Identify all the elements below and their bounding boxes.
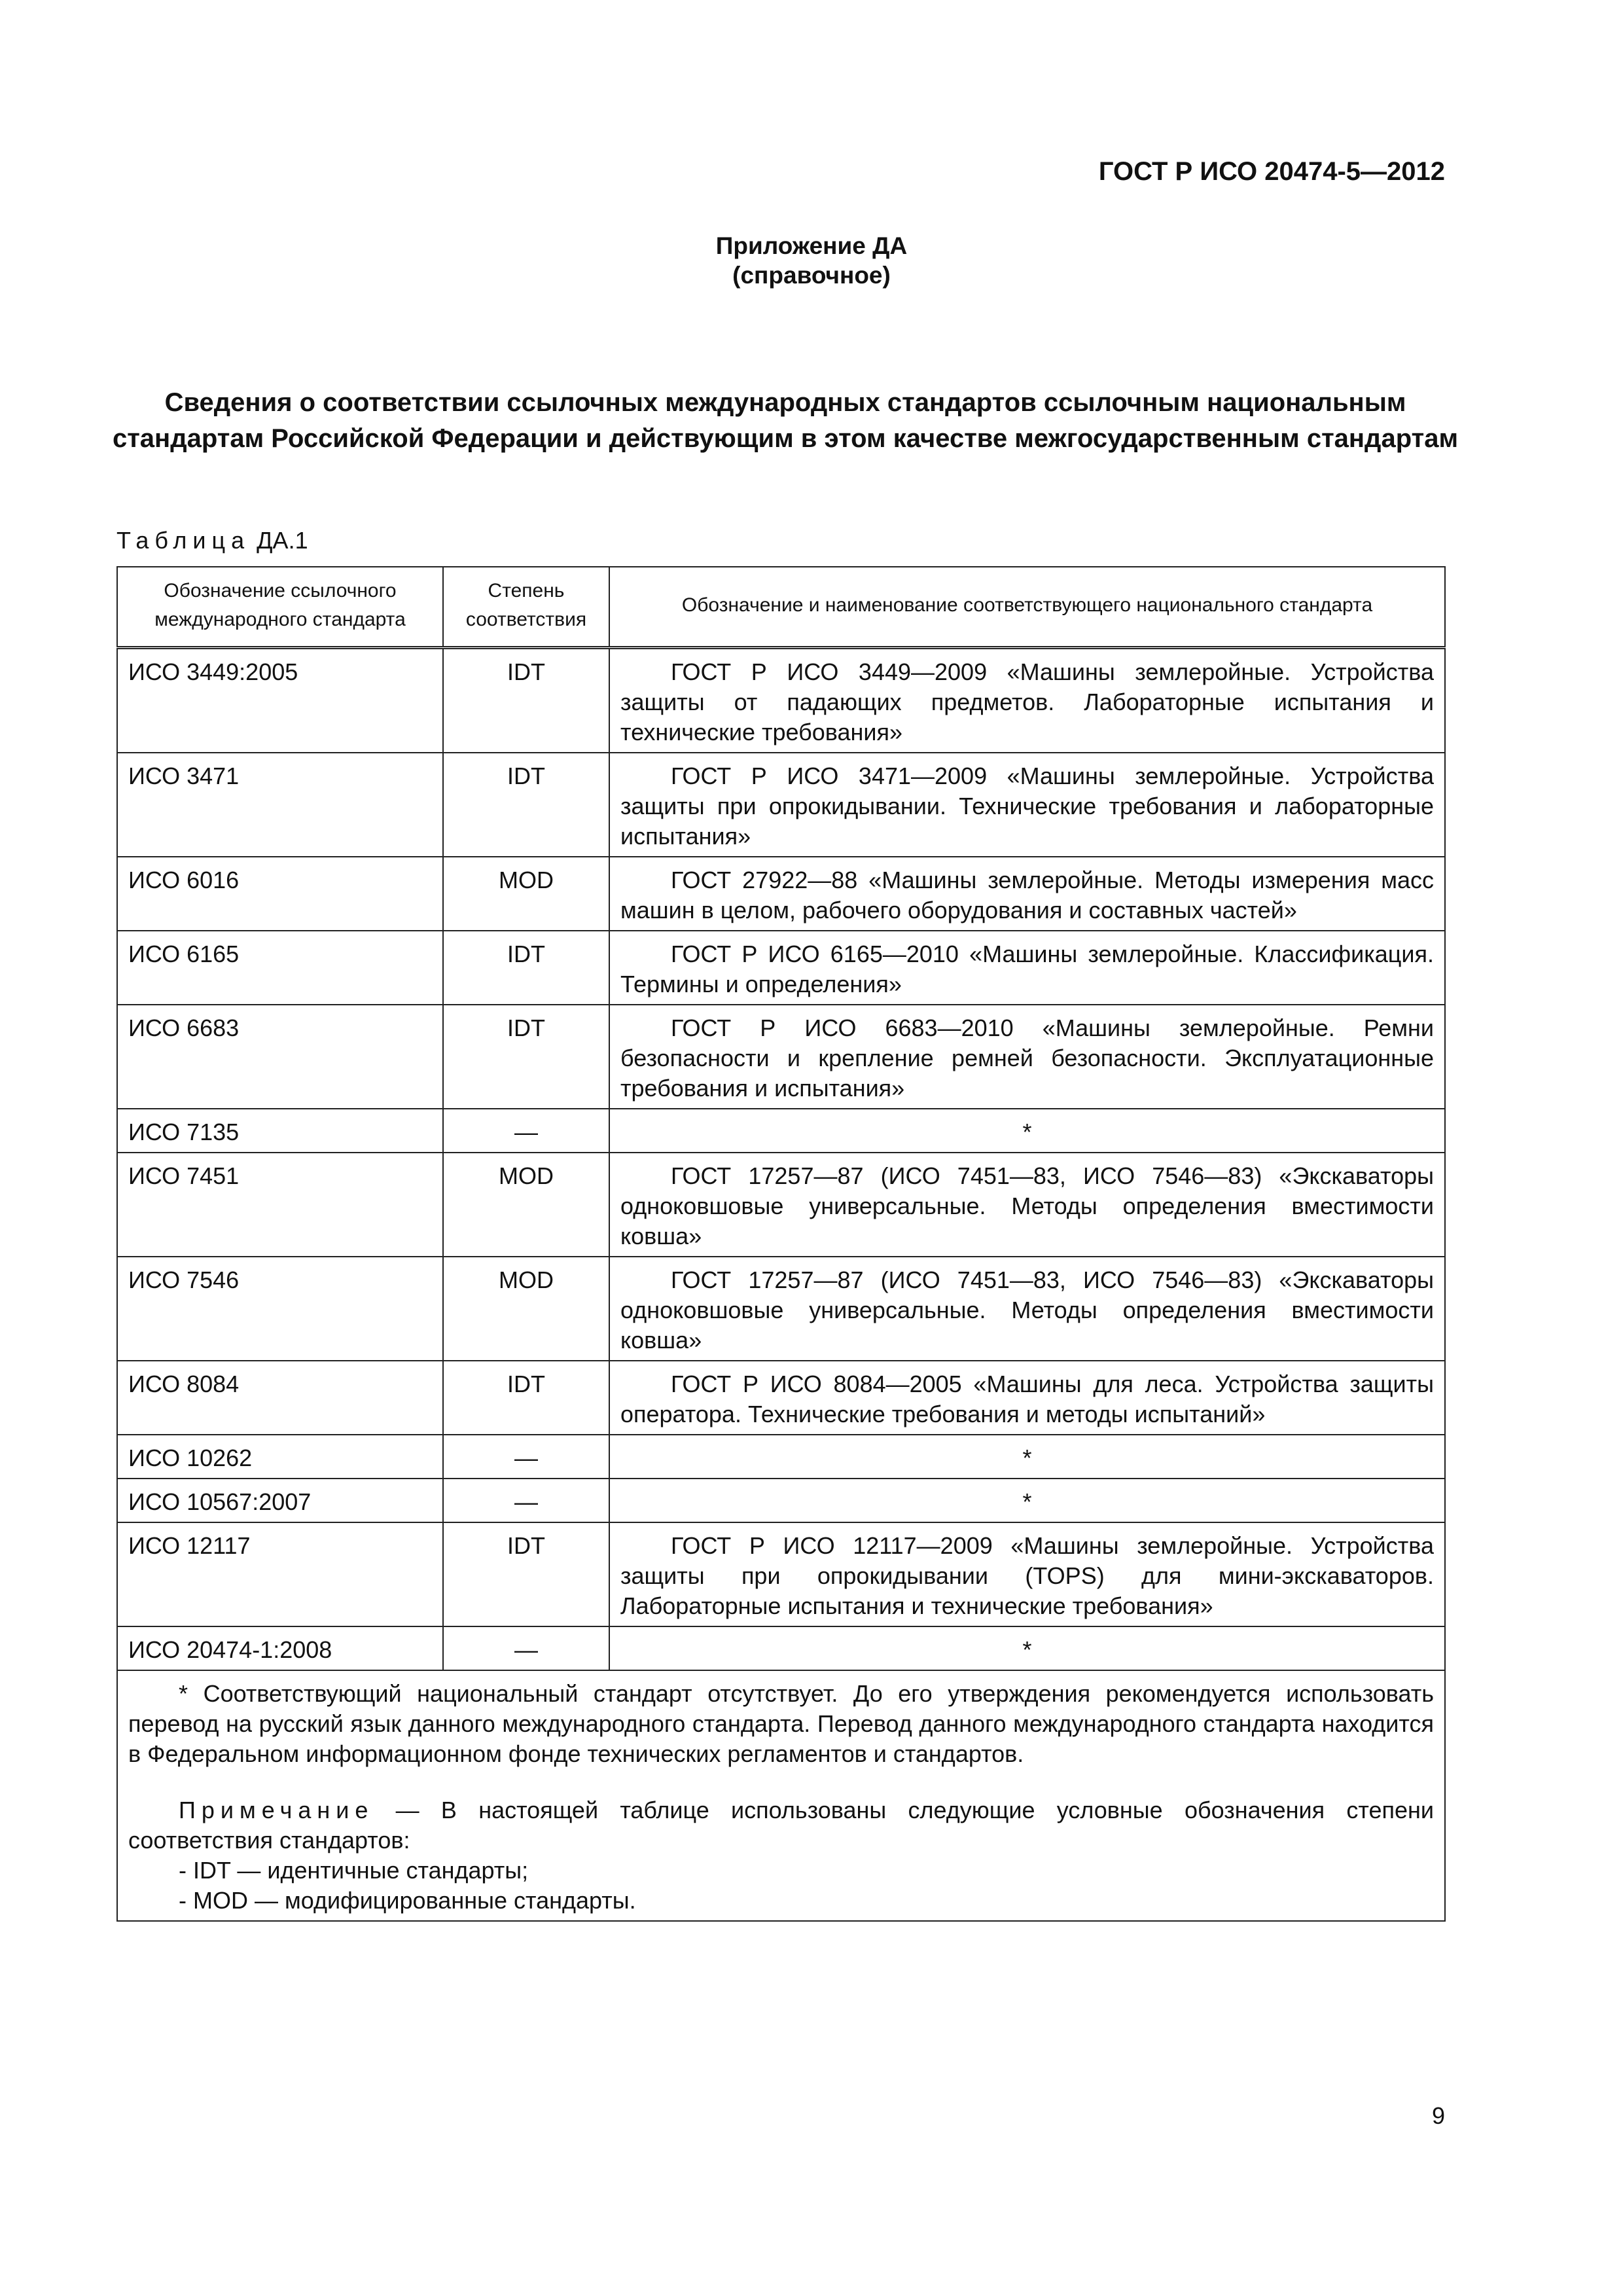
national-standard-cell: * (609, 1479, 1445, 1522)
national-standard-text: ГОСТ Р ИСО 8084—2005 «Машины для леса. Устройства защиты оператора. Технические требования и методы испытаний» (620, 1371, 1434, 1427)
degree-cell: — (443, 1479, 609, 1522)
national-standard-cell (609, 753, 1445, 857)
standards-table (116, 566, 1446, 1922)
table-label-number: ДА.1 (257, 527, 308, 554)
national-standard-cell (609, 1522, 1445, 1626)
table-row (117, 1522, 1445, 1626)
note (128, 1795, 1434, 1856)
national-standard-cell: * (609, 1626, 1445, 1670)
intl-standard-cell: ИСО 12117 (117, 1522, 443, 1626)
table-row (117, 1361, 1445, 1435)
header-degree: Степень соответствия (443, 567, 609, 648)
table-header-row (117, 567, 1445, 648)
degree-cell: IDT (443, 1361, 609, 1435)
degree-cell: IDT (443, 648, 609, 753)
degree-cell: MOD (443, 1153, 609, 1257)
header-intl-standard: Обозначение ссылочного международного стандарта (117, 567, 443, 648)
intl-standard-cell: ИСО 3471 (117, 753, 443, 857)
national-standard-cell (609, 1153, 1445, 1257)
intl-standard-cell: ИСО 7546 (117, 1257, 443, 1361)
table-row (117, 648, 1445, 753)
degree-cell: — (443, 1435, 609, 1479)
national-standard-cell (609, 1005, 1445, 1109)
table-row (117, 1257, 1445, 1361)
degree-cell: IDT (443, 1005, 609, 1109)
national-standard-cell: * (609, 1435, 1445, 1479)
national-standard-cell: * (609, 1109, 1445, 1153)
national-standard-text: ГОСТ 17257—87 (ИСО 7451—83, ИСО 7546—83) «Экскаваторы одноковшовые универсальные. Методы определения вместимости ковша» (620, 1162, 1434, 1249)
national-standard-text: ГОСТ Р ИСО 6165—2010 «Машины землеройные. Классификация. Термины и определения» (620, 941, 1434, 997)
intl-standard-cell: ИСО 10262 (117, 1435, 443, 1479)
note-label: Примечание (179, 1797, 374, 1823)
degree-cell: MOD (443, 1257, 609, 1361)
legend-mod: - MOD — модифицированные стандарты. (179, 1887, 636, 1914)
table-row (117, 1153, 1445, 1257)
intl-standard-cell: ИСО 6165 (117, 931, 443, 1005)
national-standard-cell (609, 648, 1445, 753)
legend-idt: - IDT — идентичные стандарты; (179, 1857, 529, 1884)
table-row (117, 857, 1445, 931)
national-standard-cell (609, 1361, 1445, 1435)
table-label-word: Таблица (116, 527, 251, 554)
appendix-kind: (справочное) (732, 262, 891, 289)
degree-cell: — (443, 1109, 609, 1153)
table-row (117, 1626, 1445, 1670)
intl-standard-cell: ИСО 8084 (117, 1361, 443, 1435)
intl-standard-cell: ИСО 10567:2007 (117, 1479, 443, 1522)
table-row (117, 753, 1445, 857)
section-title: Сведения о соответствии ссылочных международных стандартов ссылочным национальным стандартам Российской Федерации и действующим в этом качестве межгосударственным стандартам (112, 388, 1459, 453)
national-standard-text: ГОСТ Р ИСО 3471—2009 «Машины землеройные. Устройства защиты при опрокидывании. Технические требования и лабораторные испытания» (620, 762, 1434, 850)
note-text: — В настоящей таблице использованы следующие условные обозначения степени соответствия стандартов: (128, 1797, 1434, 1854)
degree-cell: IDT (443, 753, 609, 857)
degree-cell: — (443, 1626, 609, 1670)
national-standard-text: ГОСТ Р ИСО 12117—2009 «Машины землеройные. Устройства защиты при опрокидывании (TOPS) для мини-экскаваторов. Лабораторные испытания и технические требования» (620, 1532, 1434, 1619)
table-footer (117, 1670, 1445, 1921)
intl-standard-cell: ИСО 6683 (117, 1005, 443, 1109)
national-standard-text: ГОСТ 27922—88 «Машины землеройные. Методы измерения масс машин в целом, рабочего оборудования и составных частей» (620, 867, 1434, 924)
appendix-title: Приложение ДА (715, 232, 908, 259)
document-code: ГОСТ Р ИСО 20474-5—2012 (1098, 157, 1445, 186)
table-row (117, 1109, 1445, 1153)
table-row (117, 1435, 1445, 1479)
national-standard-cell (609, 857, 1445, 931)
table-row (117, 931, 1445, 1005)
national-standard-cell (609, 1257, 1445, 1361)
degree-cell: IDT (443, 931, 609, 1005)
national-standard-cell (609, 931, 1445, 1005)
header-national-standard: Обозначение и наименование соответствующего национального стандарта (609, 567, 1445, 648)
table-label (116, 527, 308, 554)
intl-standard-cell: ИСО 20474-1:2008 (117, 1626, 443, 1670)
page-number: 9 (1431, 2102, 1445, 2129)
intl-standard-cell: ИСО 6016 (117, 857, 443, 931)
intl-standard-cell: ИСО 3449:2005 (117, 648, 443, 753)
degree-cell: MOD (443, 857, 609, 931)
intl-standard-cell: ИСО 7451 (117, 1153, 443, 1257)
national-standard-text: ГОСТ 17257—87 (ИСО 7451—83, ИСО 7546—83) «Экскаваторы одноковшовые универсальные. Методы определения вместимости ковша» (620, 1266, 1434, 1354)
degree-cell: IDT (443, 1522, 609, 1626)
table-row (117, 1005, 1445, 1109)
national-standard-text: ГОСТ Р ИСО 3449—2009 «Машины землеройные. Устройства защиты от падающих предметов. Лабораторные испытания и технические требования» (620, 658, 1434, 745)
footnote: * Соответствующий национальный стандарт отсутствует. До его утверждения рекомендуется использовать перевод на русский язык данного международного стандарта. Перевод данного международного стандарта находится в Федеральном информационном фонде технических регламентов и стандартов. (128, 1680, 1434, 1767)
national-standard-text: ГОСТ Р ИСО 6683—2010 «Машины землеройные. Ремни безопасности и крепление ремней безопасности. Эксплуатационные требования и испытания» (620, 1014, 1434, 1102)
intl-standard-cell: ИСО 7135 (117, 1109, 443, 1153)
table-footer-row (117, 1670, 1445, 1921)
table-row (117, 1479, 1445, 1522)
